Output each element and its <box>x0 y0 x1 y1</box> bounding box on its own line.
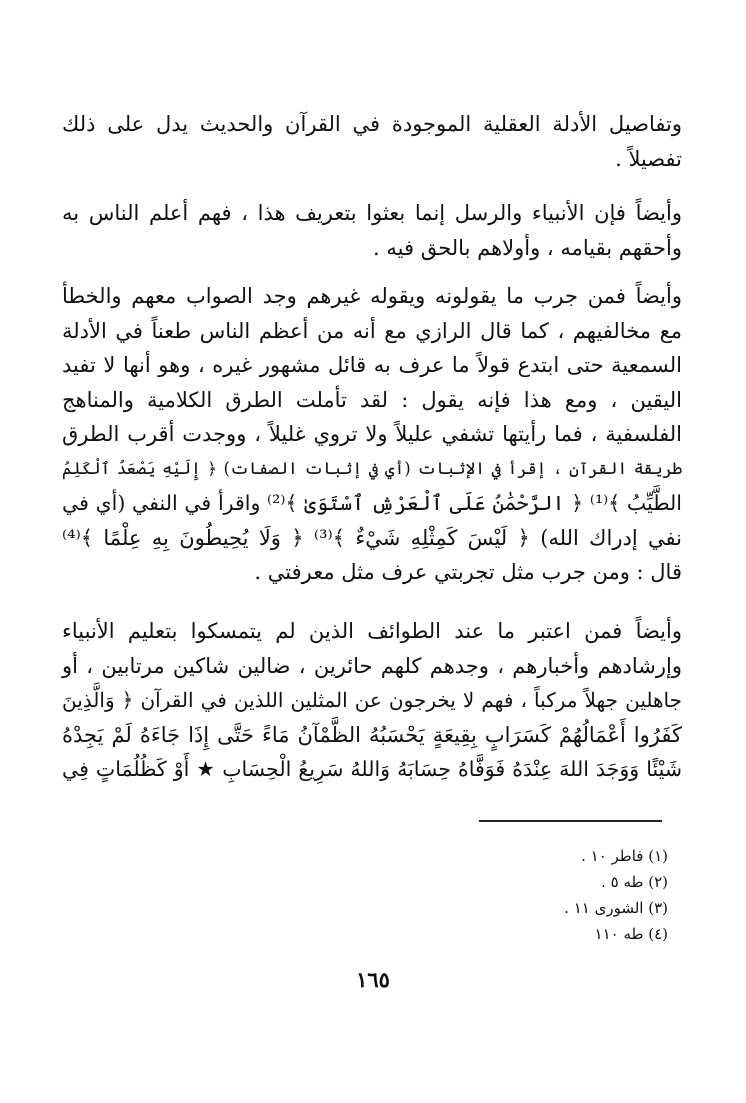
footnote-2: (٢) طه ٥ . <box>601 873 668 891</box>
text-line: تفصيلاً . <box>615 146 682 171</box>
text-line: وأيضاً فإن الأنبياء والرسل إنما بعثوا بتعريف هذا ، فهم أعلم الناس به <box>62 201 682 225</box>
footnote-3: (٣) الشورى ١١ . <box>564 899 668 917</box>
text-line: وإرشادهم وأخبارهم ، وجدهم كلهم حائرين ، ضالين شاكين مرتابين ، أو <box>62 653 682 678</box>
text-line: وأحقهم بقيامه ، وأولاهم بالحق فيه . <box>373 235 682 260</box>
paragraph-3 <box>62 279 682 590</box>
text-line: وأيضاً فمن اعتبر ما عند الطوائف الذين لم يتمسكوا بتعليم الأنبياء <box>62 619 682 643</box>
footnote-1: (١) فاطر ١٠ . <box>581 847 668 865</box>
text-line: كَفَرُوا أَعْمَالُهُمْ كَسَرَابٍ بِقِيعَةٍ يَحْسَبُهُ الظَّمْآنُ مَاءً حَتَّى إِذَا جَاءَهُ لَمْ يَجِدْهُ <box>62 722 682 747</box>
footnote-divider <box>479 820 662 822</box>
text-line: جاهلين جهلاً مركباً ، فهم لا يخرجون عن المثلين اللذين في القرآن ﴿ وَالَّذِينَ <box>62 688 682 712</box>
text-line: الفلسفية ، فما رأيتها تشفي عليلاً ولا تروي غليلاً ، ووجدت أقرب الطرق <box>62 422 682 446</box>
paragraph-2 <box>62 196 682 265</box>
text-line: اليقين ، ومع هذا فإنه يقول : لقد تأملت الطرق الكلامية والمناهج <box>62 387 682 412</box>
footnotes <box>400 843 668 947</box>
footnote-4: (٤) طه ١١٠ <box>594 925 668 943</box>
text-line: مع مخالفيهم ، كما قال الرازي مع أنه من أعظم الناس طعناً في الأدلة <box>62 318 682 343</box>
text-line: وأيضاً فمن جرب ما يقولونه ويقوله غيرهم وجد الصواب معهم والخطأ <box>62 284 682 308</box>
text-line: وتفاصيل الأدلة العقلية الموجودة في القرآن والحديث يدل على ذلك <box>62 112 682 136</box>
paragraph-4 <box>62 614 682 787</box>
text-line: طريقة القرآن ، إقرأ في الإثبات (أي في إثبات الصفات) ﴿ إِلَيْهِ يَصْعَدُ ٱلْكَلِمُ <box>62 458 682 478</box>
text-line: نفي إدراك الله) ﴿ لَيْسَ كَمِثْلِهِ شَيْءٌ ﴾⁽³⁾ ﴿ وَلَا يُحِيطُونَ بِهِ عِلْمًا ﴾⁽⁴⁾ <box>62 525 682 550</box>
text-line: قال : ومن جرب مثل تجربتي عرف مثل معرفتي . <box>254 560 682 584</box>
paragraph-1 <box>62 107 682 176</box>
text-line: شَيْئًا وَوَجَدَ اللهَ عِنْدَهُ فَوَفَّاهُ حِسَابَهُ وَاللهُ سَرِيعُ الْحِسَابِ ★ أَوْ كَظُلُمَاتٍ فِي <box>62 757 682 781</box>
text-line: الطَّيِّبُ ﴾⁽¹⁾ ﴿ الرَّحْمَٰنُ عَلَى ٱلْعَرْشِ ٱسْتَوَىٰ ﴾⁽²⁾ واقرأ في النفي (أي في <box>62 491 682 515</box>
page-number: ١٦٥ <box>356 967 390 992</box>
text-line: السمعية حتى ابتدع قولاً ما عرف به قائل مشهور غيره ، وهو أنها لا تفيد <box>62 353 682 377</box>
